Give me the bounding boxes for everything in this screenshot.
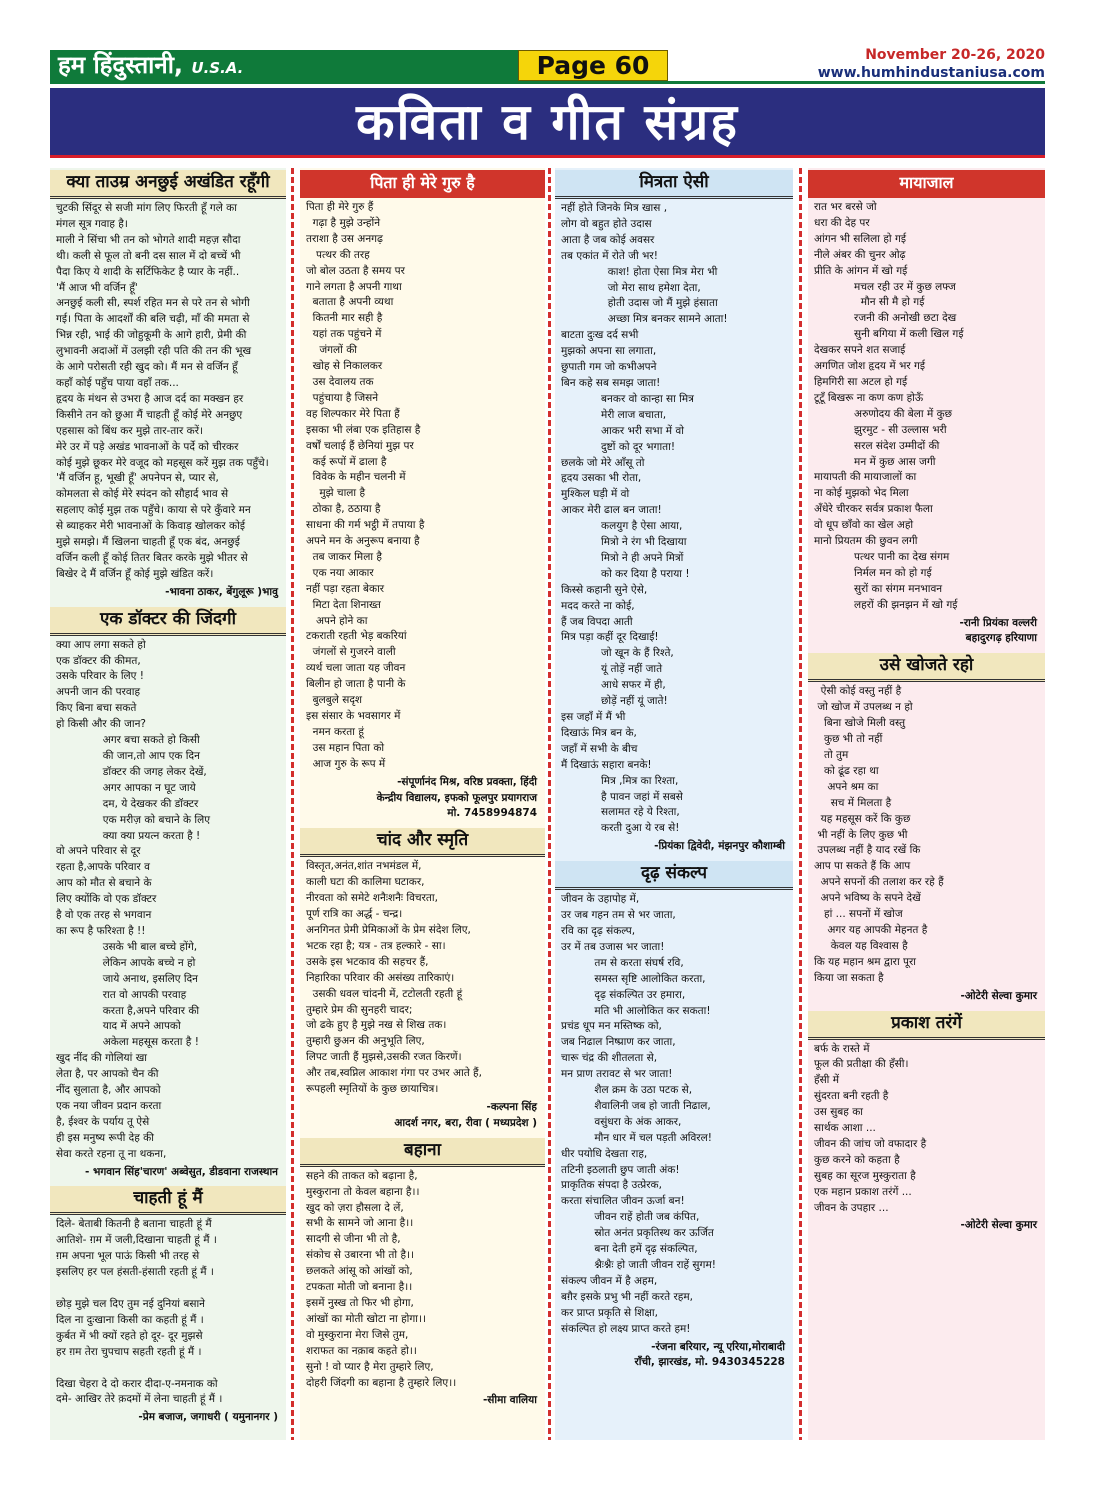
poem-title: प्रकाश तरंगें [808,1011,1045,1040]
poem-author: -संपूर्णानंद मिश्र, वरिष्ठ प्रवक्ता, हिंदी केन्द्रीय विद्यालय, इफको फूलपुर प्रयागराज मो. 7458994874 [376,775,537,820]
poem-author: -ओटेरी सेल्वा कुमार [960,989,1037,1002]
section-banner: कविता व गीत संग्रह [50,88,1045,158]
column-2 [300,168,545,1440]
poem-body: पिता ही मेरे गुरु हैं गढ़ा है मुझे उन्होंने तराशा है उस अनगढ़ पत्थर की तरह जो बोल उठता है समय पर गाने लगता है अपनी गाथा बताता है अपनी व्यथा कितनी मार सही है यहां तक पहुंचने में जंगलों की खोह से निकालकर उस देवालय तक पहुंचाया है जिसने वह शिल्पकार मेरे पिता हैं इसका भी लंबा एक इतिहास है वर्षों चलाई हैं छेनियां मुझ पर कई रूपों में ढाला है विवेक के महीन चलनी में मुझे चाला है ठोका है, ठठाया है साधना की गर्म भट्ठी में तपाया है अपने मन के अनुरूप बनाया है तब जाकर मिला है एक नया आकार नहीं पड़ा रहता बेकार मिटा देता शिनाख्त अपने होने का टकराती रहती भेड़ बकरियां जंगलों से गुजरने वाली व्यर्थ चला जाता यह जीवन बिलीन हो जाता है पानी के बुलबुले सदृश इस संसार के भवसागर में नमन करता हूं उस महान पिता को आज गुरु के रूप में [306,201,425,770]
poem-author: - भगवान सिंह'चारण' अब्वेसुत, डीडवाना राजस्थान [84,1165,278,1178]
poem-author: -रंजना बरियार, न्यू एरिया,मोराबादी रॉंची, झारखंड, मो. 9430345228 [634,1340,785,1369]
poem-body: नहीं होते जिनके मित्र खास , लोग वो बहुत होते उदास आता है जब कोई अवसर तब एकांत में रोते जी भर! काश! होता ऐसा मित्र मेरा भी जो मेरा साथ हमेशा देता, होती उदास जो मैं मुझे हंसाता अच्छा मित्र बनकर सामने आता! बाटता दुःख दर्द सभी मुझको अपना सा लगाता, छुपाती गम जो कभीअपने बिन कहे सब समझ जाता! बनकर वो कान्हा सा मित्र मेरी लाज बचाता, आकर भरी सभा में वो दुष्टों को दूर भगाता! छलके जो मेरे आँसू तो हृदय उसका भी रोता, मुश्किल घड़ी में वो आकर मेरी ढाल बन जाता! कलयुग है ऐसा आया, मित्रो ने रंग भी दिखाया मित्रो ने ही अपने मित्रों को कर दिया है पराया ! किस्से कहानी सुने ऐसे, मदद करते ना कोई, हैं जब विपदा आती मित्र पड़ा कहीं दूर दिखाई! जो खून के हैं रिश्ते, यूं तोड़ें नहीं जाते आधे सफर में ही, छोड़ें नहीं यूं जाते! इस जहाँ में मैं भी दिखाऊं मित्र बन के, जहाँ में सभी के बीच मैं दिखाऊं सहारा बनके! मित्र ,मित्र का रिश्ता, है पावन जहां में सबसे सलामत रहे ये रिश्ता, करती दुआ ये रब से! [561,202,728,835]
poem-body: रात भर बरसे जो धरा की देह पर आंगन भी सलिला हो गई नीले अंबर की चुनर ओढ़ प्रीति के आंगन में खो गई मचल रही उर में कुछ लफ्ज मौन सी मै हो गई रजनी की अनोखी छटा देख सुनी बगिया में कली खिल गई देखकर सपने शत सजाई अगणित जोश हृदय में भर गई हिमगिरी सा अटल हो गई टूटूँ बिखरू ना कण कण होऊँ अरुणोदय की बेला में कुछ झुरमुट - सी उल्लास भरी सरल संदेश उम्मीदों की मन में कुछ आस जगी मायापती की मायाजालों का ना कोई मुझको भेद मिला अँधेरे चीरकर सर्वत्र प्रकाश फैला वो धूप छाँवो का खेल अहो मानो प्रियतम की छुवन लगी पत्थर पानी का देख संगम निर्मल मन को हो गई सुरों का संगम मनभावन लहरों की झनझन में खो गई [814,201,964,611]
brand-suffix: U.S.A. [191,59,244,77]
poem-body: ऐसी कोई वस्तु नहीं है जो खोज में उपलब्ध न हो बिना खोजे मिली वस्तु कुछ भी तो नहीं तो तुम को ढूंढ रहा था अपने श्रम का सच में मिलता है यह महसूस करें कि कुछ भी नहीं के लिए कुछ भी उपलब्ध नहीं है याद रखें कि आप पा सकते हैं कि आप अपने सपनों की तलाश कर रहे हैं अपने भविष्य के सपने देखें हां ... सपनों में खोज अगर यह आपकी मेहनत है केवल यह विश्वास है कि यह महान श्रम द्वारा पूरा किया जा सकता है [814,685,944,984]
poem-body: क्या आप लगा सकते हो एक डॉक्टर की कीमत, उसके परिवार के लिए ! अपनी जान की परवाह किए बिना बचा सकते हो किसी और की जान? अगर बचा सकते हो किसी की जान,तो आप एक दिन डॉक्टर की जगह लेकर देखें, अगर आपका न घूट जाये दम, ये देखकर की डॉक्टर एक मरीज़ को बचाने के लिए क्या क्या प्रयत्न करता है ! वो अपने परिवार से दूर रहता है,आपके परिवार व आप को मौत से बचाने के लिए क्योंकि वो एक डॉक्टर है वो एक तरह से भगवान का रूप है फरिश्ता है !! उसके भी बाल बच्चे होंगे, लेकिन आपके बच्चे न हो जाये अनाथ, इसलिए दिन रात वो आपकी परवाह करता है,अपने परिवार की याद में अपने आपको अकेला महसूस करता है ! खुद नींद की गोलियां खा लेता है, पर आपको चैन की नींद सुलाता है, और आपको एक नया जीवन प्रदान करता है, ईश्वर के पर्याय तू ऐसे ही इस मनुष्य रूपी देह की सेवा करते रहना तू ना थकना, [56,638,211,1160]
issue-date: November 20-26, 2020 [865,47,1045,63]
poem-body: दिले- बेताबी कितनी है बताना चाहती हूं मैं आतिशे- ग़म में जली,दिखाना चाहती हूं मैं । ग़म अपना भूल पाऊं किसी भी तरह से इसलिए हर पल हंसती-हंसाती रहती हूं मैं । छोड़ मुझे चल दिए तुम नई दुनियां बसाने दिल ना दुःखाना किसी का कहती हूं मैं । कुर्बत में भी क्यों रहते हो दूर- दूर मुझसे हर ग़म तेरा चुपचाप सहती रहती हूं मैं । दिखा चेहरा दे दो करार दीदा-ए-नमनाक को दमे- आखिर तेरे क़दमों में लेना चाहती हूं मैं । [56,1218,223,1406]
poem-title: बहाना [300,1138,545,1167]
poem-title: उसे खोजते रहो [808,653,1045,682]
column-divider [291,168,294,1440]
poem-author: -ओटेरी सेल्वा कुमार [960,1219,1037,1232]
poem-author: -कल्पना सिंह आदर्श नगर, बरा, रीवा ( मध्यप्रदेश ) [394,1100,537,1129]
poem-title: मित्रता ऐसी [555,170,793,199]
dateline [818,46,1045,82]
column-divider [548,168,551,1440]
poem-body: जीवन के उहापोह में, उर जब गहन तम से भर जाता, रवि का दृढ़ संकल्प, उर में तब उजास भर जाता! तम से करता संघर्ष रवि, समस्त सृष्टि आलोकित करता, दृढ़ संकल्पित उर हमारा, मति भी आलोकित कर सकता! प्रचंड धूप मन मस्तिष्क को, जब निढाल निष्प्राण कर जाता, चारू चंद्र की शीतलता से, मन प्राण तरावट से भर जाता! शैल क्रम के उठा पटक से, शैवालिनी जब हो जाती निढाल, वसुंधरा के अंक आकर, मौन धार में चल पड़ती अविरल! धीर पयोधि देखता राह, तटिनी इठलाती छुप जाती अंक! प्राकृतिक संपदा है उत्प्रेरक, करता संचालित जीवन ऊर्जा बन! जीवन राहें होती जब कंपित, स्रोत अनंत प्रकृतिस्थ कर ऊर्जित बना देती हमें दृढ़ संकल्पित, श्नैःश्नैः हो जाती जीवन राहें सुगम! संकल्प जीवन में है अहम, बग़ैर इसके प्रभु भी नहीं करते रहम, कर प्राप्त प्रकृति से शिक्षा, संकल्पित हो लक्ष्य प्राप्त करते हम! [561,893,716,1335]
poem-author: -प्रेम बजाज, जगाधरी ( यमुनानगर ) [138,1411,278,1424]
website-link[interactable]: www.humhindustaniusa.com [817,65,1045,81]
poem-title: क्या ताउम्र अनछुई अखंडित रहूँगी [50,170,286,199]
column-4 [808,168,1045,1440]
poem-title: पिता ही मेरे गुरु है [300,170,545,198]
column-1 [50,168,286,1440]
column-divider [799,168,802,1440]
poem-body: बर्फ के रास्ते में फूल की प्रतीक्षा की हँसी। हँसी में सुंदरता बनी रहती है उस सुबह का सार्थक आशा ... जीवन की जांच जो वफादार है कुछ करने को कहता है सुबह का सूरज मुस्कुराता है एक महान प्रकाश तरंगें ... जीवन के उपहार ... [814,1042,927,1214]
poem-body: सहने की ताकत को बढ़ाना है, मुस्कुराना तो केवल बहाना है।। खुद को ज़रा हौसला दे लें, सभी के सामने जो आना है।। सादगी से जीना भी तो है, संकोच से उबारना भी तो है।। छलकते आंसू को आंखों को, टपकता मोती जो बनाना है।। इसमें नुस्ख तो फिर भी होगा, आंखों का मोती खोटा ना होगा।। वो मुस्कुराना मेरा जिसे तुम, शराफत का नक़ाब कहते हो।। सुनो ! वो प्यार है मेरा तुम्हारे लिए, दोहरी जिंदगी का बहाना है तुम्हारे लिए।। [306,1169,457,1389]
poem-author: -भावना ठाकर, बेंगुलूरू )भावु [165,585,278,598]
column-3 [555,168,793,1440]
poem-author: -प्रियंका द्विवेदी, मंझनपुर कौशाम्बी [654,840,785,853]
poem-title: मायाजाल [808,170,1045,198]
brand-name: हम हिंदुस्तानी, [58,51,184,79]
poem-author: -रानी प्रियंका वल्लरी बहादुरगढ़ हरियाणा [959,616,1037,645]
poem-body: विस्तृत,अनंत,शांत नभमंडल में, काली घटा की कालिमा घटाकर, नीरवता को समेटे शनैःशनैः विचरता, पूर्ण रात्रि का अर्द्ध - चन्द्र। अनगिनत प्रेमी प्रेमिकाओं के प्रेम संदेश लिए, भटक रहा है; यत्र - तत्र हल्कारे - सा। उसके इस भटकाव की सहचर हैं, निहारिका परिवार की असंख्य तारिकाएं। उसकी धवल चांदनी में, टटोलती रहती हूं तुम्हारे प्रेम की सुनहरी चादर; जो ढके हुए है मुझे नख से शिख तक। तुम्हारी छुअन की अनुभूति लिए, लिपट जाती हैं मुझसे,उसकी रजत किरणें। और तब,स्वप्निल आकाश गंगा पर उभर आते हैं, रूपहली स्मृतियों के कुछ छायाचित्र। [306,860,482,1096]
poem-title: दृढ़ संकल्प [555,861,793,890]
poem-title: चाहती हूं मैं [50,1186,286,1215]
poem-title: एक डॉक्टर की जिंदगी [50,607,286,636]
poem-title: चांद और स्मृति [300,828,545,857]
poem-body: चुटकी सिंदूर से सजी मांग लिए फिरती हूँ गले का मंगल सूत्र गवाह है। माली ने सिंचा भी तन को भोगते शादी महज़ सौदा थी। कली से फूल तो बनी दस साल में दो बच्चें भी पैदा किए ये शादी के सर्टिफिकेट है प्यार के नहीं.. 'मैं आज भी वर्जिन हूँ' अनछुई कली सी, स्पर्श रहित मन से परे तन से भोगी गई। पिता के आदर्शों की बलि चढ़ी, माँ की ममता से भिन्न रही, भाई की जोहुकूमी के आगे हारी, प्रेमी की लुभावनी अदाओं में उलझी रही पति की तन की भूख के आगे परोसती रही खुद को। मैं मन से वर्जिन हूँ कहाँ कोई पहुँच पाया वहाँ तक... हृदय के मंथन से उभरा है आज दर्द का मक्खन हर किसीने तन को छुआ मैं चाहती हूँ कोई मेरे अनछुए एहसास को बिंध कर मुझे तार-तार करें। मेरे उर में पड़े अखंड भावनाओं के पर्दे को चीरकर कोई मुझे छूकर मेरे वजूद को महसूस करें मुझ तक पहुँचे। 'मैं वर्जिन हू, भूखी हूँ' अपनेपन से, प्यार से, कोमलता से कोई मेरे स्पंदन को सौहार्द भाव से सहलाए कोई मुझ तक पहुँचे। काया से परे कुँवारे मन से ब्याहकर मेरी भावनाओं के किवाड़ खोलकर कोई मुझे समझे। मैं खिलना चाहती हूँ एक बंद, अनछुई वर्जिन कली हूँ कोई तितर बितर करके मुझे भीतर से बिखेर दे मैं वर्जिन हूँ कोई मुझे खंडित करें। [56,202,269,580]
newspaper-brand [50,50,530,81]
page-number: Page 60 [518,50,668,81]
masthead [50,47,1045,85]
poem-author: -सीमा वालिया [482,1394,537,1407]
